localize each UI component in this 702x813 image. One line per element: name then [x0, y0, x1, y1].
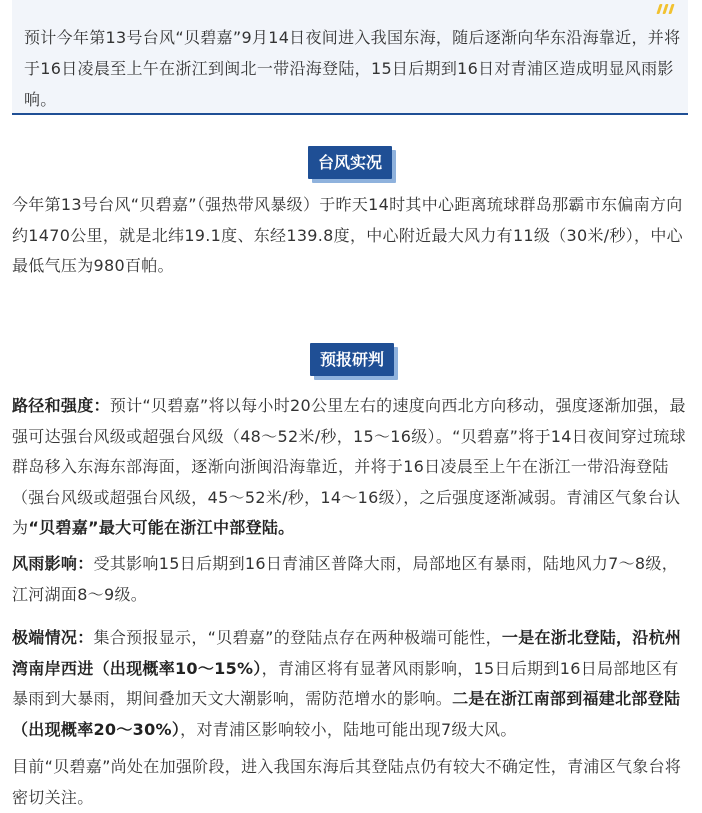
path-intensity-label: 路径和强度：	[12, 396, 110, 415]
typhoon-status-paragraph: 今年第13号台风“贝碧嘉”（强热带风暴级）于昨天14时其中心距离琉球群岛那霸市东偏南方向约1470公里，就是北纬19.1度、东经139.8度，中心附近最大风力有11级（30米/秒），中心最低气压为980百帕。	[12, 195, 683, 275]
wind-rain-text: 受其影响15日后期到16日青浦区普降大雨，局部地区有暴雨，陆地风力7～8级，江河湖面8～9级。	[12, 554, 678, 604]
wind-rain-label: 风雨影响：	[12, 554, 94, 573]
extreme-label: 极端情况：	[12, 628, 94, 647]
extreme-text-1: 集合预报显示，“贝碧嘉”的登陆点存在两种极端可能性，	[93, 628, 502, 647]
path-intensity-text: 预计“贝碧嘉”将以每小时20公里左右的速度向西北方向移动，强度逐渐加强，最强可达强台风级或超强台风级（48～52米/秒，15～16级）。“贝碧嘉”将于14日夜间穿过琉球群岛移入东海东部海面，逐渐向浙闽沿海靠近，并将于16日凌晨至上午在浙江一带沿海登陆（强台风级或超强台风级，45～52米/秒，14～16级），之后强度逐渐减弱。青浦区气象台认为	[12, 396, 686, 537]
extreme-paragraph	[12, 623, 692, 745]
extreme-text-2: ，青浦区将有显著风雨影响，15日后期到16日局部地区有暴雨到大暴雨，期间叠加天文大潮影响，需防范增水的影响。	[12, 658, 679, 708]
section-badge-forecast: 预报研判	[310, 343, 394, 376]
extreme-bold-1: 一是在浙北登陆，沿杭州湾南岸西进（出现概率10～15%）	[12, 628, 682, 678]
path-intensity-bold: “贝碧嘉”最大可能在浙江中部登陆。	[28, 518, 295, 537]
summary-text: 预计今年第13号台风“贝碧嘉”9月14日夜间进入我国东海，随后逐渐向华东沿海靠近，并将于16日凌晨至上午在浙江到闽北一带沿海登陆，15日后期到16日对青浦区造成明显风雨影响。	[24, 28, 681, 109]
path-intensity-paragraph	[12, 391, 692, 544]
extreme-text-3: ，对青浦区影响较小，陆地可能出现7级大风。	[180, 719, 517, 739]
quote-mark-icon	[656, 4, 676, 16]
summary-box	[12, 0, 688, 115]
closing-paragraph: 目前“贝碧嘉”尚处在加强阶段，进入我国东海后其登陆点仍有较大不确定性，青浦区气象台将密切关注。	[12, 757, 682, 807]
extreme-bold-2: 二是在浙江南部到福建北部登陆（出现概率20～30%）	[12, 689, 681, 739]
section-badge-typhoon-status: 台风实况	[308, 146, 392, 179]
wind-rain-paragraph	[12, 549, 692, 610]
